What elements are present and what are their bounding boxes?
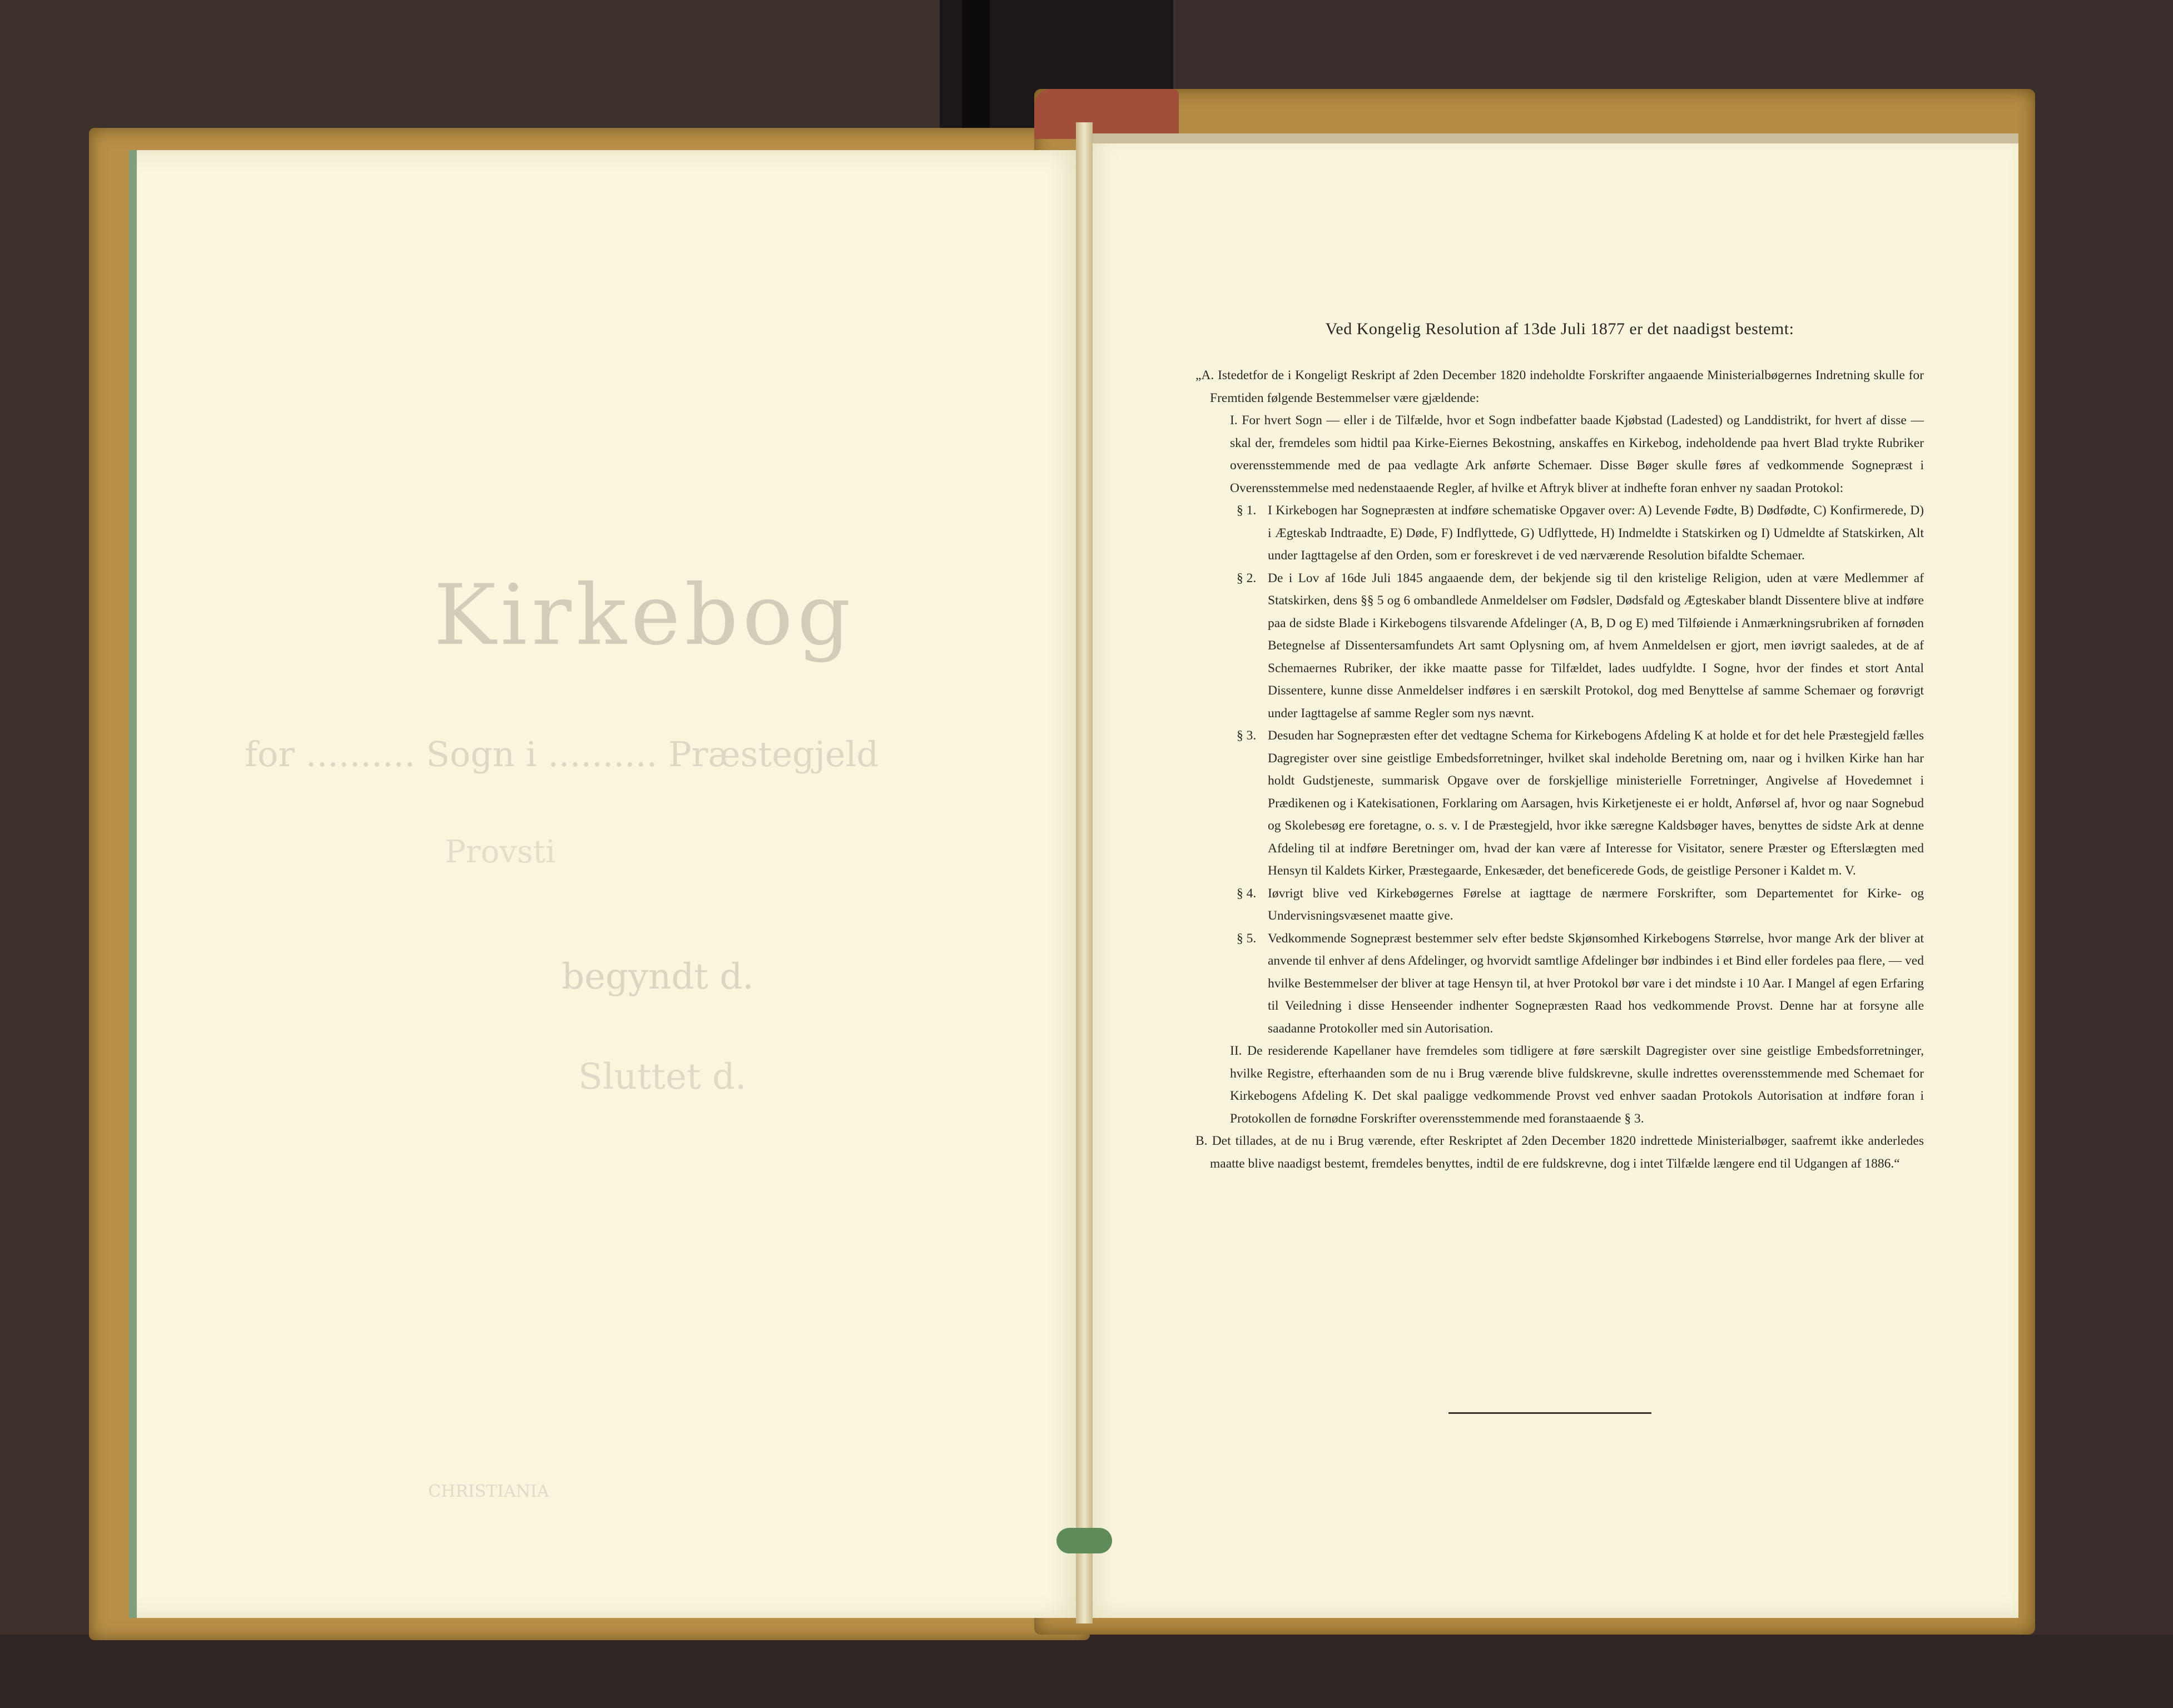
- left-page-begun-line: begyndt d.: [562, 956, 754, 997]
- page-top-edge: [1084, 133, 2018, 143]
- left-page-title: Kirkebog: [434, 567, 855, 664]
- left-page: [129, 150, 1080, 1618]
- resolution-heading: Ved Kongelig Resolution af 13de Juli 1877 er det naadigst bestemt:: [1325, 320, 1794, 338]
- section-3-label: § 3.: [1237, 728, 1257, 743]
- background-lower-band: [0, 1635, 2173, 1708]
- closing-rule: [1448, 1412, 1651, 1414]
- section-5: [1195, 927, 1924, 1040]
- left-page-ended-line: Sluttet d.: [578, 1056, 747, 1098]
- bookmark-ribbon: [1056, 1528, 1112, 1553]
- section-3-text: Desuden har Sognepræsten efter det vedtagne Schema for Kirkebogens Afdeling K at holde et for det hele Præstegjeld fælles Dagregister over sine geistlige Embedsforretninger, hvilket skal indeholde Beretning om, naar og i hvilken Kirke han har holdt Gudstjeneste, summarisk Opgave over de forskjellige ministerielle Forretninger, Angivelse af Hovedemnet i Prædikenen og i Katekisationen, Forklaring om Aarsagen, hvis Kirketjeneste ei er holdt, Anførsel af, hvor og naar Sognebud og Skolebesøg ere foretagne, o. s. v. I de Præstegjeld, hvor ikke særegne Kaldsbøger haves, benyttes de sidste Ark at denne Afdeling til at indføre Beretninger om, hvad der kan være af Interesse for Visitator, senere Præster og Efterslægten med Hensyn til Kaldets Kirker, Præstegaarde, Enkesæder, det beneficerede Gods, de geistlige Personer i Kaldet m. V.: [1268, 728, 1924, 878]
- section-1-text: I Kirkebogen har Sognepræsten at indføre schematiske Opgaver over: A) Levende Fødte, B) Dødfødte, C) Konfirmerede, D) i Ægteskab Indtraadte, E) Døde, F) Indflyttede, G) Udflyttede, H) Indmeldte i Statskirken og I) Udmeldte af Statskirken, Alt under Iagttagelse af den Orden, som er foreskrevet i de ved nærværende Resolution bifaldte Schemaer.: [1268, 503, 1924, 563]
- paragraph-a: „A. Istedetfor de i Kongeligt Reskript af 2den December 1820 indeholdte Forskrifter angaaende Ministerialbøgernes Indretning skulle for Fremtiden følgende Bestemmelser være gjældende:: [1195, 368, 1924, 405]
- section-1-label: § 1.: [1237, 503, 1257, 518]
- section-4-label: § 4.: [1237, 886, 1257, 901]
- section-2-label: § 2.: [1237, 570, 1257, 585]
- paragraph-ii: II. De residerende Kapellaner have fremdeles som tidligere at føre særskilt Dagregister over sine geistlige Embedsforretninger, hvilke Registre, efterhaanden som de nu i Brug værende blive fuldskrevne, skulle indrettes overensstemmende med Schemaet for Kirkebogens Afdeling K. Det skal paaligge vedkommende Provst ved enhver saadan Protokols Autorisation at indføre foran i Protokollen de fornødne Forskrifter overensstemmende med foranstaaende § 3.: [1230, 1044, 1924, 1126]
- resolution-text: [1195, 320, 1924, 1175]
- section-3: [1195, 724, 1924, 882]
- book-gutter: [1076, 122, 1093, 1623]
- left-page-imprint: CHRISTIANIA: [428, 1482, 549, 1501]
- section-2: [1195, 567, 1924, 725]
- section-5-text: Vedkommende Sognepræst bestemmer selv efter bedste Skjønsomhed Kirkebogens Størrelse, hvor mange Ark der bliver at anvende til enhver af dens Afdelinger, og hvorvidt samtlige Afdelinger bør indbindes i et Bind eller fordeles paa flere, — ved hvilke Bestemmelser der bliver at tage Hensyn til, at hver Protokol bør vare i det mindste i 10 Aar. I Mangel af egen Erfaring til Veiledning i disse Henseender indhenter Sognepræsten Raad hos vedkommende Provst. Denne har at forsyne alle saadanne Protokoller med sin Autorisation.: [1268, 931, 1924, 1036]
- paragraph-b: B. Det tillades, at de nu i Brug værende, efter Reskriptet af 2den December 1820 indrettede Ministerialbøger, saafremt ikke anderledes maatte blive naadigst bestemt, fremdeles benyttes, indtil de ere fuldskrevne, dog i intet Tilfælde længere end til Udgangen af 1886.“: [1195, 1134, 1924, 1171]
- book-spine-top: [1034, 89, 1179, 139]
- left-page-parish-line: for .......... Sogn i .......... Præstegjeld: [245, 734, 879, 774]
- section-2-text: De i Lov af 16de Juli 1845 angaaende dem, der bekjende sig til den kristelige Religion, uden at være Medlemmer af Statskirken, dens §§ 5 og 6 ombandlede Anmeldelser om Fødsler, Dødsfald og Ægteskaber blandt Dissentere blive at indføre paa de sidste Blade i Kirkebogens tilsvarende Afdelinger (A, B, D og E) med Tilføiende i Anmærkningsrubriken af fornøden Betegnelse af Dissentersamfundets Art samt Oplysning om, af hvem Anmeldelsen er gjort, men iøvrigt saaledes, at de af Schemaernes Rubriker, der ikke maatte passe for Tilfældet, lades uudfyldte. I Sogne, hvor der findes et stort Antal Dissentere, kunne disse Anmeldelser indføres i en særskilt Protokol, dog med Benyttelse af samme Schemaer og forøvrigt under Iagttagelse af samme Regler som nys nævnt.: [1268, 570, 1924, 721]
- section-4-text: Iøvrigt blive ved Kirkebøgernes Førelse at iagttage de nærmere Forskrifter, som Departementet for Kirke- og Undervisningsvæsenet maatte give.: [1268, 886, 1924, 923]
- paragraph-i: I. For hvert Sogn — eller i de Tilfælde, hvor et Sogn indbefatter baade Kjøbstad (Ladested) og Landdistrikt, for hvert af disse — skal der, fremdeles som hidtil paa Kirke-Eiernes Bekostning, anskaffes en Kirkebog, indeholdende paa hvert Blad trykte Rubriker overensstemmende med de paa vedlagte Ark anførte Schemaer. Disse Bøger skulle føres af vedkommende Sognepræst i Overensstemmelse med nedenstaaende Regler, af hvilke et Aftryk bliver at indhefte foran enhver ny saadan Protokol:: [1230, 413, 1924, 495]
- section-1: [1195, 499, 1924, 567]
- section-5-label: § 5.: [1237, 931, 1257, 946]
- page-edge-green: [129, 150, 137, 1618]
- section-4: [1195, 882, 1924, 927]
- left-page-provsti-line: Provsti: [445, 834, 555, 870]
